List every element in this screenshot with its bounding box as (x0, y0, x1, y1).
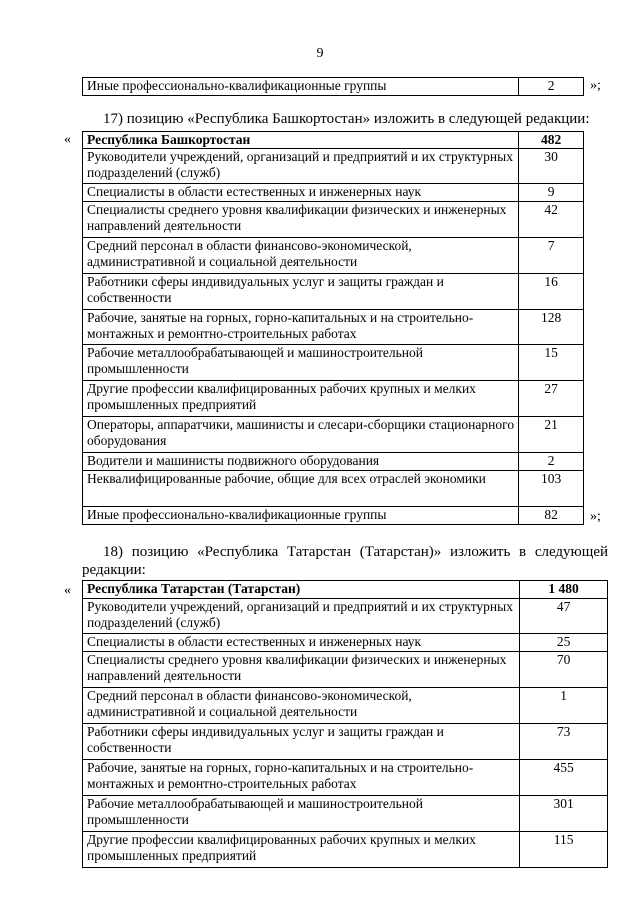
row-value: 30 (519, 149, 584, 184)
table-row (83, 381, 584, 417)
row-value: 9 (519, 184, 584, 202)
row-label: Операторы, аппаратчики, машинисты и слесари-сборщики стационарного оборудования (83, 417, 519, 453)
section17-instruction: 17) позицию «Республика Башкортостан» изложить в следующей редакции: (103, 111, 590, 127)
row-label: Рабочие металлообрабатывающей и машиностроительной промышленности (83, 345, 519, 381)
row-value: 2 (519, 78, 584, 96)
row-label: Рабочие металлообрабатывающей и машиностроительной промышленности (83, 796, 520, 832)
row-label: Специалисты среднего уровня квалификации физических и инженерных направлений деятельности (83, 652, 520, 688)
region-total: 482 (519, 132, 584, 149)
table-row (83, 471, 584, 507)
row-label: Другие профессии квалифицированных рабочих крупных и мелких промышленных предприятий (83, 832, 520, 868)
table-row (83, 78, 584, 96)
region-name: Республика Татарстан (Татарстан) (83, 581, 520, 599)
row-value: 115 (520, 832, 608, 868)
table-row (83, 149, 584, 184)
row-label: Средний персонал в области финансово-экономической, административной и социальной деятельности (83, 688, 520, 724)
table-row (83, 184, 584, 202)
row-label: Иные профессионально-квалификационные группы (83, 507, 519, 525)
row-label: Работники сферы индивидуальных услуг и защиты граждан и собственности (83, 724, 520, 760)
table-row (83, 507, 584, 525)
row-value: 42 (519, 202, 584, 238)
row-value: 1 (520, 688, 608, 724)
row-value: 7 (519, 238, 584, 274)
closing-quote-mark: »; (590, 509, 601, 524)
table-row (83, 238, 584, 274)
row-label: Водители и машинисты подвижного оборудования (83, 453, 519, 471)
row-label: Средний персонал в области финансово-экономической, административной и социальной деятельности (83, 238, 519, 274)
table-header-row (83, 581, 608, 599)
row-label: Иные профессионально-квалификационные группы (83, 78, 519, 96)
row-value: 301 (520, 796, 608, 832)
row-label: Рабочие, занятые на горных, горно-капитальных и на строительно-монтажных и ремонтно-строительных работах (83, 760, 520, 796)
top-table (82, 77, 584, 96)
row-value: 47 (520, 599, 608, 634)
row-value: 73 (520, 724, 608, 760)
row-label: Специалисты в области естественных и инженерных наук (83, 634, 520, 652)
table-row (83, 796, 608, 832)
row-value: 82 (519, 507, 584, 525)
table-row (83, 202, 584, 238)
row-value: 2 (519, 453, 584, 471)
bashkortostan-table (82, 131, 584, 525)
table-row (83, 345, 584, 381)
row-label: Работники сферы индивидуальных услуг и защиты граждан и собственности (83, 274, 519, 310)
table-row (83, 453, 584, 471)
table-row (83, 310, 584, 345)
row-value: 103 (519, 471, 584, 507)
section18-instruction-line2: редакции: (82, 562, 146, 578)
row-label: Рабочие, занятые на горных, горно-капитальных и на строительно-монтажных и ремонтно-строительных работах (83, 310, 519, 345)
row-value: 27 (519, 381, 584, 417)
row-value: 16 (519, 274, 584, 310)
row-value: 455 (520, 760, 608, 796)
row-label: Руководители учреждений, организаций и предприятий и их структурных подразделений (служб) (83, 149, 519, 184)
row-label: Руководители учреждений, организаций и предприятий и их структурных подразделений (служб) (83, 599, 520, 634)
row-label: Другие профессии квалифицированных рабочих крупных и мелких промышленных предприятий (83, 381, 519, 417)
table-row (83, 417, 584, 453)
row-label: Неквалифицированные рабочие, общие для всех отраслей экономики (83, 471, 519, 507)
table-row (83, 599, 608, 634)
opening-quote-mark: « (64, 132, 71, 147)
row-value: 70 (520, 652, 608, 688)
closing-quote-mark: »; (590, 78, 601, 93)
row-value: 25 (520, 634, 608, 652)
row-value: 15 (519, 345, 584, 381)
section18-instruction-line1: 18) позицию «Республика Татарстан (Татарстан)» изложить в следующей (103, 544, 608, 560)
table-header-row (83, 132, 584, 149)
row-label: Специалисты в области естественных и инженерных наук (83, 184, 519, 202)
table-row (83, 760, 608, 796)
table-row (83, 274, 584, 310)
row-label: Специалисты среднего уровня квалификации физических и инженерных направлений деятельности (83, 202, 519, 238)
region-total: 1 480 (520, 581, 608, 599)
table-row (83, 652, 608, 688)
region-name: Республика Башкортостан (83, 132, 519, 149)
table-row (83, 724, 608, 760)
table-row (83, 688, 608, 724)
page-number: 9 (316, 46, 324, 61)
tatarstan-table (82, 580, 608, 868)
row-value: 128 (519, 310, 584, 345)
row-value: 21 (519, 417, 584, 453)
opening-quote-mark: « (64, 583, 71, 598)
table-row (83, 634, 608, 652)
table-row (83, 832, 608, 868)
